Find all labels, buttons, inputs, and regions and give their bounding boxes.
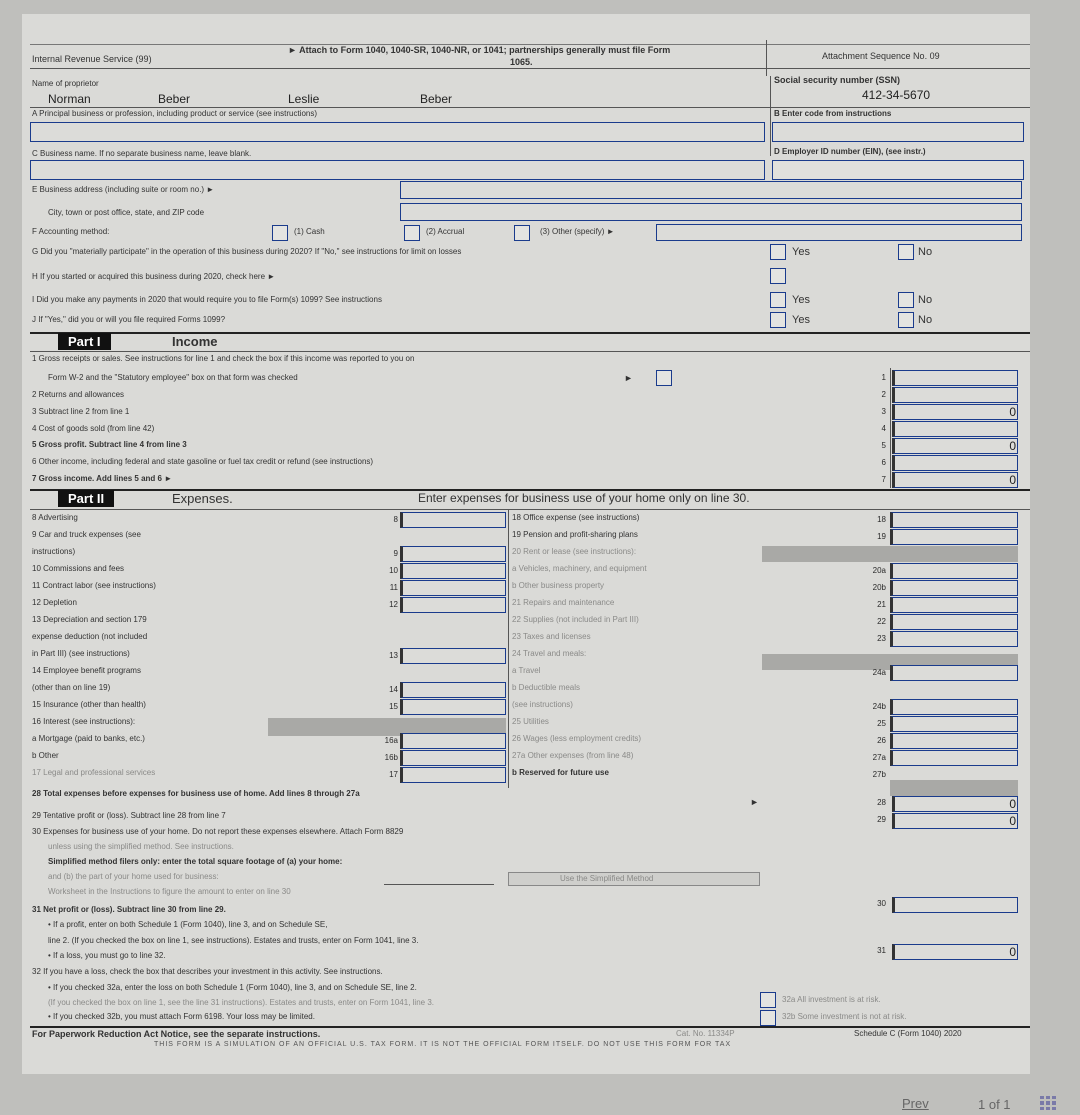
- amount-col-divider: [890, 368, 891, 488]
- line-3-label: 3 Subtract line 2 from line 1: [32, 407, 130, 416]
- left-label: 17 Legal and professional services: [32, 768, 156, 777]
- line-4-label: 4 Cost of goods sold (from line 42): [32, 424, 155, 433]
- sqft-input-line[interactable]: [384, 884, 494, 885]
- left-line-number: 8: [393, 515, 398, 524]
- line-28-label: 28 Total expenses before expenses for business use of home. Add lines 8 through 27a: [32, 789, 360, 798]
- header-divider: [766, 40, 767, 76]
- left-label: 12 Depletion: [32, 598, 77, 607]
- line-29-label: 29 Tentative profit or (loss). Subtract line 28 from line 7: [32, 811, 226, 820]
- right-expense-amount-26[interactable]: [890, 733, 1018, 749]
- spouse-last-name[interactable]: Beber: [420, 92, 453, 106]
- line-31a-label: • If a profit, enter on both Schedule 1 (Form 1040), line 3, and on Schedule SE,: [48, 920, 328, 929]
- left-line-number: 16b: [384, 753, 398, 762]
- line-32-label: 32 If you have a loss, check the box that describes your investment in this activity. See instructions.: [32, 967, 383, 976]
- right-label: 26 Wages (less employment credits): [512, 734, 642, 743]
- other-method-specify-input[interactable]: [656, 224, 1022, 241]
- line-e-city-label: City, town or post office, state, and ZIP code: [48, 208, 205, 217]
- rule: [30, 107, 1030, 108]
- part2-title: Expenses.: [172, 491, 233, 506]
- left-label: b Other: [32, 751, 59, 760]
- left-label: 14 Employee benefit programs: [32, 666, 141, 675]
- business-address-input[interactable]: [400, 181, 1022, 199]
- right-label: (see instructions): [512, 700, 573, 709]
- j-yes-checkbox[interactable]: [770, 312, 786, 328]
- left-label: expense deduction (not included: [32, 632, 148, 641]
- grid-view-icon[interactable]: [1040, 1096, 1056, 1110]
- line-31-label: 31 Net profit or (loss). Subtract line 30 from line 29.: [32, 905, 226, 914]
- right-line-number: 27a: [872, 753, 886, 762]
- line-4-amount[interactable]: [892, 421, 1018, 437]
- line-6-amount[interactable]: [892, 455, 1018, 471]
- line-d-label: D Employer ID number (EIN), (see instr.): [774, 147, 926, 156]
- line-num-4: 4: [881, 424, 886, 433]
- left-label: 9 Car and truck expenses (see: [32, 530, 141, 539]
- center-divider: [508, 510, 509, 788]
- left-expense-amount-10[interactable]: [400, 563, 506, 579]
- line-3-value: 0: [1009, 405, 1016, 419]
- line-32c-label: • If you checked 32b, you must attach Form 6198. Your loss may be limited.: [48, 1012, 315, 1021]
- right-label: b Deductible meals: [512, 683, 581, 692]
- attach-instruction: ► Attach to Form 1040, 1040-SR, 1040-NR, or 1041; partnerships generally must file Form: [288, 45, 671, 55]
- h-started-checkbox[interactable]: [770, 268, 786, 284]
- right-line-number: 20b: [872, 583, 886, 592]
- ssn-value[interactable]: 412-34-5670: [862, 88, 931, 102]
- line-c-label: C Business name. If no separate business name, leave blank.: [32, 149, 252, 158]
- right-label: b Reserved for future use: [512, 768, 609, 777]
- ein-input[interactable]: [772, 160, 1024, 180]
- line-e-label: E Business address (including suite or room no.) ►: [32, 185, 215, 194]
- line-30-label: 30 Expenses for business use of your home. Do not report these expenses elsewhere. Attach Form 8829: [32, 827, 404, 836]
- agency-label: Internal Revenue Service (99): [32, 54, 152, 64]
- attachment-sequence: Attachment Sequence No. 09: [822, 51, 940, 61]
- line-a-label: A Principal business or profession, including product or service (see instructions): [32, 109, 318, 118]
- left-expense-amount-11[interactable]: [400, 580, 506, 596]
- schedule-c-footer: Schedule C (Form 1040) 2020: [854, 1029, 962, 1038]
- line-h-label: H If you started or acquired this business during 2020, check here ►: [32, 272, 276, 281]
- right-line-number: 18: [877, 515, 886, 524]
- i-no-label: No: [918, 294, 933, 306]
- right-expense-amount-25[interactable]: [890, 716, 1018, 732]
- line-2-label: 2 Returns and allowances: [32, 390, 125, 399]
- line-7-value: 0: [1009, 473, 1016, 487]
- line-num-7: 7: [881, 475, 886, 484]
- left-label: a Mortgage (paid to banks, etc.): [32, 734, 145, 743]
- line-28-arrow: ►: [750, 797, 759, 807]
- right-label: 24 Travel and meals:: [512, 649, 587, 658]
- right-line-number: 24a: [872, 668, 886, 677]
- city-state-zip-input[interactable]: [400, 203, 1022, 221]
- i-yes-checkbox[interactable]: [770, 292, 786, 308]
- left-line-number: 11: [389, 583, 398, 592]
- j-no-checkbox[interactable]: [898, 312, 914, 328]
- line-30e-label: Worksheet in the Instructions to figure the amount to enter on line 30: [48, 887, 291, 896]
- part2-badge: Part II: [58, 490, 114, 507]
- all-at-risk-label: 32a All investment is at risk.: [782, 995, 881, 1004]
- right-expense-amount-19[interactable]: [890, 529, 1018, 545]
- right-expense-amount-24b[interactable]: [890, 699, 1018, 715]
- simulation-watermark: THIS FORM IS A SIMULATION OF AN OFFICIAL U.S. TAX FORM. IT IS NOT THE OFFICIAL FORM ITSELF. DO NOT USE THIS FORM FOR TAX: [154, 1041, 732, 1048]
- right-label: 27a Other expenses (from line 48): [512, 751, 634, 760]
- shaded-cell: [762, 546, 1018, 562]
- left-expense-amount-13[interactable]: [400, 648, 506, 664]
- line-32a-label: • If you checked 32a, enter the loss on both Schedule 1 (Form 1040), line 3, and on Schedule SE, line 2.: [48, 983, 417, 992]
- part2-note: Enter expenses for business use of your home only on line 30.: [418, 491, 750, 505]
- left-label: 15 Insurance (other than health): [32, 700, 146, 709]
- left-label: instructions): [32, 547, 76, 556]
- right-line-number: 20a: [872, 566, 886, 575]
- right-label: 22 Supplies (not included in Part III): [512, 615, 639, 624]
- right-line-number: 25: [877, 719, 886, 728]
- right-expense-amount-23[interactable]: [890, 631, 1018, 647]
- right-label: 20 Rent or lease (see instructions):: [512, 547, 637, 556]
- line-num-6: 6: [881, 458, 886, 467]
- left-line-number: 16a: [384, 736, 398, 745]
- left-label: in Part III) (see instructions): [32, 649, 130, 658]
- cash-method-checkbox[interactable]: [272, 225, 288, 241]
- accrual-label: (2) Accrual: [426, 227, 465, 236]
- right-line-number: 23: [877, 634, 886, 643]
- right-label: b Other business property: [512, 581, 605, 590]
- line-31c-label: • If a loss, you must go to line 32.: [48, 951, 166, 960]
- simplified-method-label: Use the Simplified Method: [560, 874, 654, 883]
- left-expense-amount-16a[interactable]: [400, 733, 506, 749]
- line-2-amount[interactable]: [892, 387, 1018, 403]
- line-29-value: 0: [1009, 814, 1016, 828]
- other-method-checkbox[interactable]: [514, 225, 530, 241]
- some-not-at-risk-label: 32b Some investment is not at risk.: [782, 1012, 907, 1021]
- left-line-number: 12: [389, 600, 398, 609]
- j-yes-label: Yes: [792, 314, 810, 326]
- right-line-number: 22: [877, 617, 886, 626]
- line-5-label: 5 Gross profit. Subtract line 4 from line 3: [32, 440, 187, 449]
- line-1-label: 1 Gross receipts or sales. See instructions for line 1 and check the box if this income was reported to you on: [32, 354, 415, 363]
- left-label: (other than on line 19): [32, 683, 111, 692]
- right-label: 19 Pension and profit-sharing plans: [512, 530, 638, 539]
- left-expense-amount-16b[interactable]: [400, 750, 506, 766]
- right-line-number: 21: [877, 600, 886, 609]
- left-label: 13 Depreciation and section 179: [32, 615, 147, 624]
- other-label: (3) Other (specify) ►: [540, 227, 615, 236]
- line-i-label: I Did you make any payments in 2020 that would require you to file Form(s) 1099? See instructions: [32, 295, 382, 304]
- line-30-amount[interactable]: [892, 897, 1018, 913]
- right-expense-amount-22[interactable]: [890, 614, 1018, 630]
- left-label: 11 Contract labor (see instructions): [32, 581, 156, 590]
- right-line-number: 27b: [872, 770, 886, 779]
- left-expense-amount-12[interactable]: [400, 597, 506, 613]
- right-label: a Vehicles, machinery, and equipment: [512, 564, 647, 573]
- right-label: 23 Taxes and licenses: [512, 632, 591, 641]
- right-expense-amount-27a[interactable]: [890, 750, 1018, 766]
- left-line-number: 9: [393, 549, 398, 558]
- rule: [30, 68, 1030, 69]
- right-expense-amount-21[interactable]: [890, 597, 1018, 613]
- cat-number: Cat. No. 11334P: [676, 1029, 735, 1038]
- left-line-number: 17: [389, 770, 398, 779]
- j-no-label: No: [918, 314, 933, 326]
- part1-badge: Part I: [58, 333, 111, 350]
- line-f-label: F Accounting method:: [32, 227, 110, 236]
- ssn-divider: [770, 76, 771, 156]
- right-expense-amount-20b[interactable]: [890, 580, 1018, 596]
- left-expense-amount-17[interactable]: [400, 767, 506, 783]
- line-j-label: J If "Yes," did you or will you file required Forms 1099?: [32, 315, 226, 324]
- left-line-number: 10: [389, 566, 398, 575]
- left-label: 10 Commissions and fees: [32, 564, 125, 573]
- attach-instruction-2: 1065.: [510, 57, 533, 67]
- line-num-5: 5: [881, 441, 886, 450]
- line-num-28: 28: [877, 798, 886, 807]
- line-b-label: B Enter code from instructions: [774, 109, 892, 118]
- rule: [30, 351, 1030, 352]
- paperwork-notice: For Paperwork Reduction Act Notice, see the separate instructions.: [32, 1029, 321, 1039]
- line-num-2: 2: [881, 390, 886, 399]
- proprietor-first-name[interactable]: Norman: [48, 92, 91, 106]
- proprietor-last-name[interactable]: Beber: [158, 92, 191, 106]
- line-31b-label: line 2. (If you checked the box on line 1, see instructions). Estates and trusts, enter on Form 1041, line 3.: [48, 936, 419, 945]
- business-name-input[interactable]: [30, 160, 765, 180]
- ssn-label: Social security number (SSN): [774, 75, 901, 85]
- line-1b-label: Form W-2 and the "Statutory employee" box on that form was checked: [48, 373, 298, 382]
- line-6-label: 6 Other income, including federal and state gasoline or fuel tax credit or refund (see instructions): [32, 457, 374, 466]
- line-num-29: 29: [877, 815, 886, 824]
- right-expense-amount-18[interactable]: [890, 512, 1018, 528]
- left-expense-amount-9[interactable]: [400, 546, 506, 562]
- line-7-label: 7 Gross income. Add lines 5 and 6 ►: [32, 474, 173, 483]
- statutory-employee-checkbox[interactable]: [656, 370, 672, 386]
- left-label: 16 Interest (see instructions):: [32, 717, 136, 726]
- line-num-31: 31: [877, 946, 886, 955]
- prev-page-link[interactable]: Prev: [902, 1096, 929, 1111]
- some-not-at-risk-checkbox[interactable]: [760, 1010, 776, 1026]
- line-30b-label: unless using the simplified method. See instructions.: [48, 842, 234, 851]
- left-line-number: 15: [389, 702, 398, 711]
- line-num-30: 30: [877, 899, 886, 908]
- principal-business-input[interactable]: [30, 122, 765, 142]
- right-label: 25 Utilities: [512, 717, 549, 726]
- right-label: 18 Office expense (see instructions): [512, 513, 640, 522]
- left-line-number: 13: [389, 651, 398, 660]
- line-30d-label: and (b) the part of your home used for business:: [48, 872, 219, 881]
- g-no-checkbox[interactable]: [898, 244, 914, 260]
- g-yes-checkbox[interactable]: [770, 244, 786, 260]
- g-yes-label: Yes: [792, 246, 810, 258]
- line-5-value: 0: [1009, 439, 1016, 453]
- left-expense-amount-8[interactable]: [400, 512, 506, 528]
- right-line-number: 24b: [872, 702, 886, 711]
- line-1-amount[interactable]: [892, 370, 1018, 386]
- line-1-arrow: ►: [624, 373, 633, 383]
- left-expense-amount-15[interactable]: [400, 699, 506, 715]
- line-32b-label: (If you checked the box on line 1, see the line 31 instructions). Estates and trusts, enter on Form 1041, line 3.: [48, 998, 434, 1007]
- i-no-checkbox[interactable]: [898, 292, 914, 308]
- business-code-input[interactable]: [772, 122, 1024, 142]
- right-label: 21 Repairs and maintenance: [512, 598, 615, 607]
- i-yes-label: Yes: [792, 294, 810, 306]
- line-30c-label: Simplified method filers only: enter the total square footage of (a) your home:: [48, 857, 343, 866]
- proprietor-label: Name of proprietor: [32, 79, 99, 88]
- spouse-first-name[interactable]: Leslie: [288, 92, 320, 106]
- right-line-number: 19: [877, 532, 886, 541]
- shaded-cell: [890, 780, 1018, 796]
- accrual-method-checkbox[interactable]: [404, 225, 420, 241]
- line-28-value: 0: [1009, 797, 1016, 811]
- right-expense-amount-20a[interactable]: [890, 563, 1018, 579]
- part1-title: Income: [172, 334, 218, 349]
- line-num-1: 1: [881, 373, 886, 382]
- page-indicator: 1 of 1: [978, 1097, 1011, 1112]
- cash-label: (1) Cash: [294, 227, 325, 236]
- line-g-label: G Did you "materially participate" in the operation of this business during 2020? If "No," see instructions for limit on losses: [32, 247, 462, 256]
- g-no-label: No: [918, 246, 933, 258]
- line-num-3: 3: [881, 407, 886, 416]
- right-expense-amount-24a[interactable]: [890, 665, 1018, 681]
- left-label: 8 Advertising: [32, 513, 78, 522]
- all-at-risk-checkbox[interactable]: [760, 992, 776, 1008]
- right-label: a Travel: [512, 666, 541, 675]
- right-line-number: 26: [877, 736, 886, 745]
- left-line-number: 14: [389, 685, 398, 694]
- rule: [30, 509, 1030, 510]
- left-expense-amount-14[interactable]: [400, 682, 506, 698]
- line-31-value: 0: [1009, 945, 1016, 959]
- footer-rule: [30, 1026, 1030, 1028]
